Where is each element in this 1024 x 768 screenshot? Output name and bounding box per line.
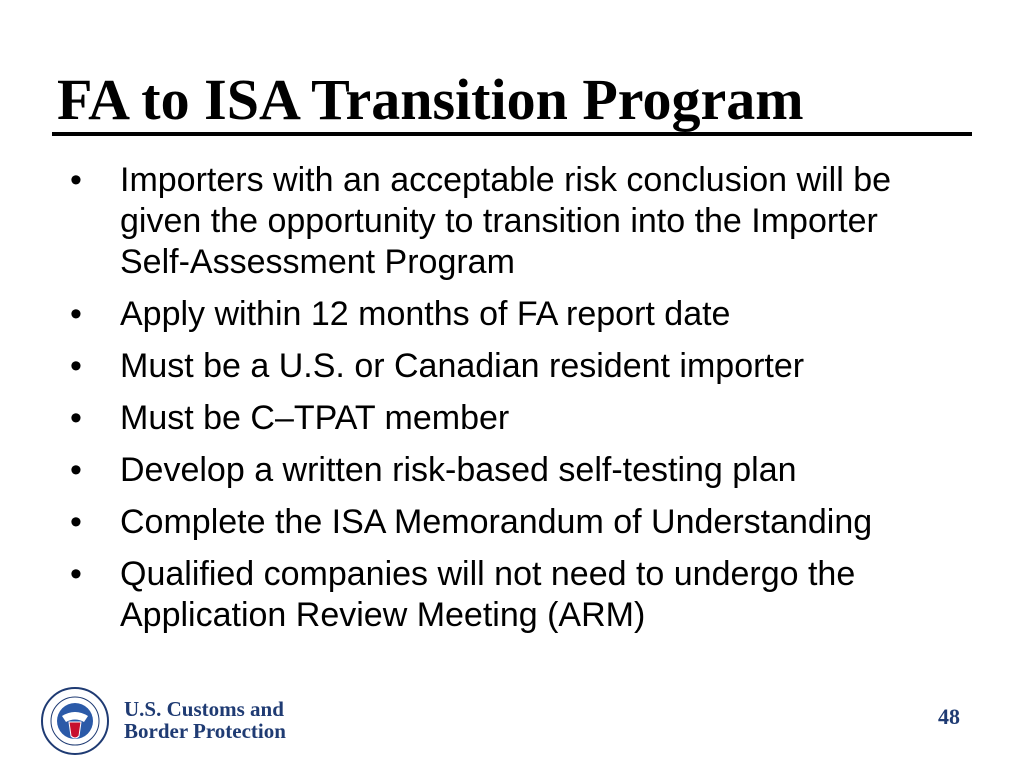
agency-name-line-2: Border Protection (124, 719, 286, 743)
bullet-item (64, 398, 944, 439)
bullet-text: Complete the ISA Memorandum of Understanding (120, 503, 873, 541)
bullet-text: Importers with an acceptable risk conclusion will be given the opportunity to transition into the Importer Self-Assessment Program (120, 161, 892, 281)
slide-title: FA to ISA Transition Program (57, 67, 804, 132)
agency-logo-text (124, 698, 286, 742)
bullet-icon: • (70, 347, 82, 385)
bullet-list (64, 160, 944, 647)
bullet-icon: • (70, 503, 82, 541)
dhs-seal-icon (40, 686, 110, 756)
page-number: 48 (938, 704, 960, 729)
bullet-icon: • (70, 451, 82, 489)
bullet-item (64, 160, 944, 283)
bullet-item (64, 450, 944, 491)
bullet-text: Apply within 12 months of FA report date (120, 295, 731, 333)
bullet-text: Develop a written risk-based self-testing plan (120, 451, 797, 489)
bullet-text: Qualified companies will not need to undergo the Application Review Meeting (ARM) (120, 555, 856, 634)
agency-name-line-1: U.S. Customs and (124, 697, 284, 721)
bullet-item (64, 554, 944, 636)
bullet-text: Must be C–TPAT member (120, 399, 510, 437)
bullet-item (64, 294, 944, 335)
bullet-text: Must be a U.S. or Canadian resident importer (120, 347, 805, 385)
bullet-item (64, 502, 944, 543)
bullet-icon: • (70, 295, 82, 333)
bullet-icon: • (70, 399, 82, 437)
slide-footer (40, 686, 980, 756)
title-divider (52, 132, 972, 136)
bullet-icon: • (70, 161, 82, 199)
bullet-item (64, 346, 944, 387)
bullet-icon: • (70, 555, 82, 593)
